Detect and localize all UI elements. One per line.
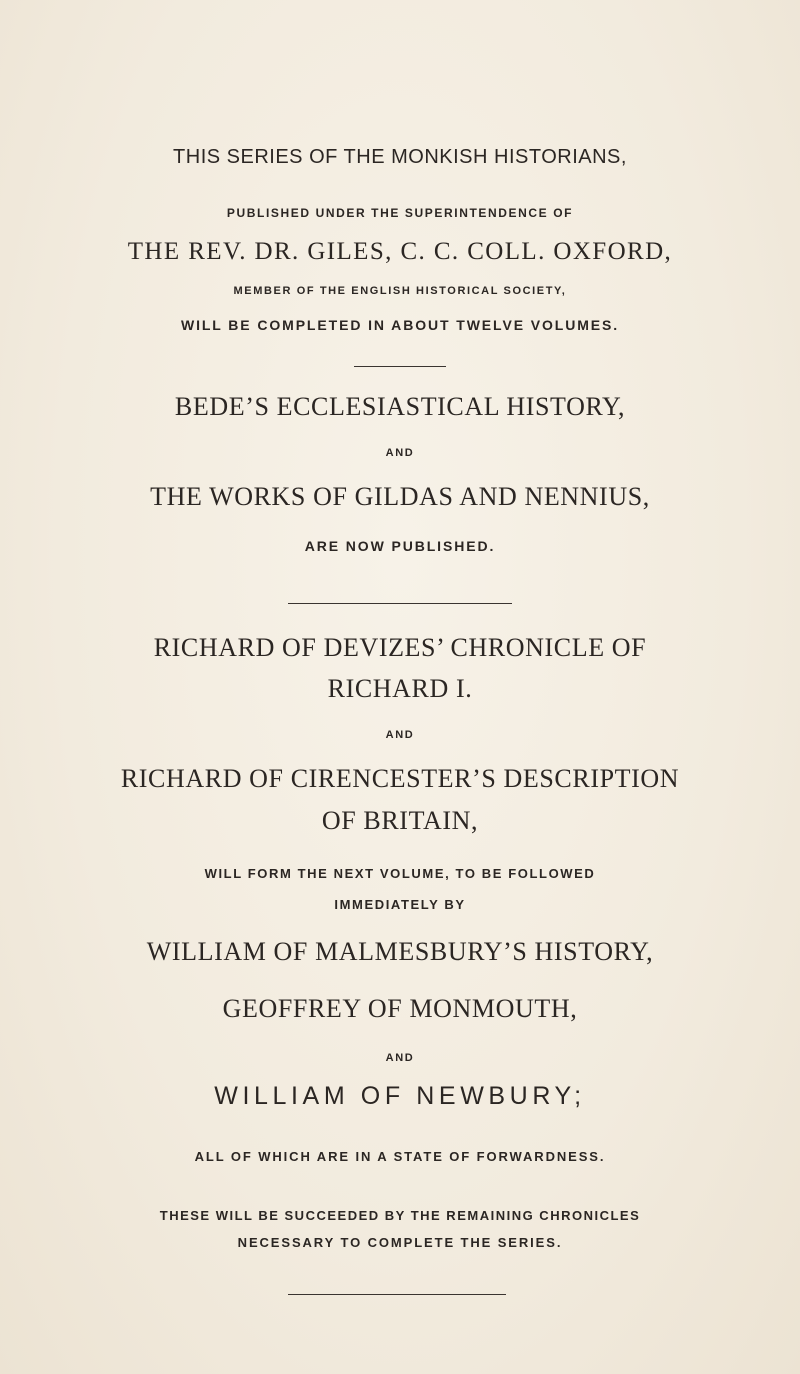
- published-status: ARE NOW PUBLISHED.: [304, 538, 496, 554]
- cirencester-title-line2: OF BRITAIN,: [321, 806, 479, 835]
- devizes-title-line1: RICHARD OF DEVIZES’ CHRONICLE OF: [153, 633, 647, 662]
- closing-line2: NECESSARY TO COMPLETE THE SERIES.: [237, 1235, 563, 1250]
- member-line: MEMBER OF THE ENGLISH HISTORICAL SOCIETY,: [233, 285, 567, 297]
- cirencester-title-line1: RICHARD OF CIRENCESTER’S DESCRIPTION: [120, 764, 680, 793]
- monmouth-title: GEOFFREY OF MONMOUTH,: [222, 994, 578, 1023]
- devizes-title-line2: RICHARD I.: [327, 674, 473, 703]
- published-under-line: PUBLISHED UNDER THE SUPERINTENDENCE OF: [226, 206, 574, 220]
- next-volume-line2: IMMEDIATELY BY: [334, 897, 466, 912]
- and-3: AND: [385, 1052, 415, 1064]
- closing-line1: THESE WILL BE SUCCEEDED BY THE REMAINING CHRONICLES: [159, 1208, 641, 1223]
- series-heading: THIS SERIES OF THE MONKISH HISTORIANS,: [173, 146, 627, 168]
- newbury-title: WILLIAM OF NEWBURY;: [214, 1082, 586, 1110]
- divider-long-1: [288, 603, 512, 604]
- malmesbury-title: WILLIAM OF MALMESBURY’S HISTORY,: [146, 937, 654, 966]
- editor-line: THE REV. DR. GILES, C. C. COLL. OXFORD,: [127, 238, 673, 265]
- and-2: AND: [385, 729, 415, 741]
- bede-title: BEDE’S ECCLESIASTICAL HISTORY,: [174, 392, 626, 421]
- next-volume-line1: WILL FORM THE NEXT VOLUME, TO BE FOLLOWED: [204, 866, 596, 881]
- divider-long-2: [288, 1294, 506, 1295]
- forwardness-line: ALL OF WHICH ARE IN A STATE OF FORWARDNESS.: [194, 1149, 606, 1164]
- divider-short: [354, 366, 446, 367]
- volumes-line: WILL BE COMPLETED IN ABOUT TWELVE VOLUMES.: [180, 317, 620, 333]
- gildas-nennius-title: THE WORKS OF GILDAS AND NENNIUS,: [150, 482, 650, 511]
- and-1: AND: [385, 447, 415, 459]
